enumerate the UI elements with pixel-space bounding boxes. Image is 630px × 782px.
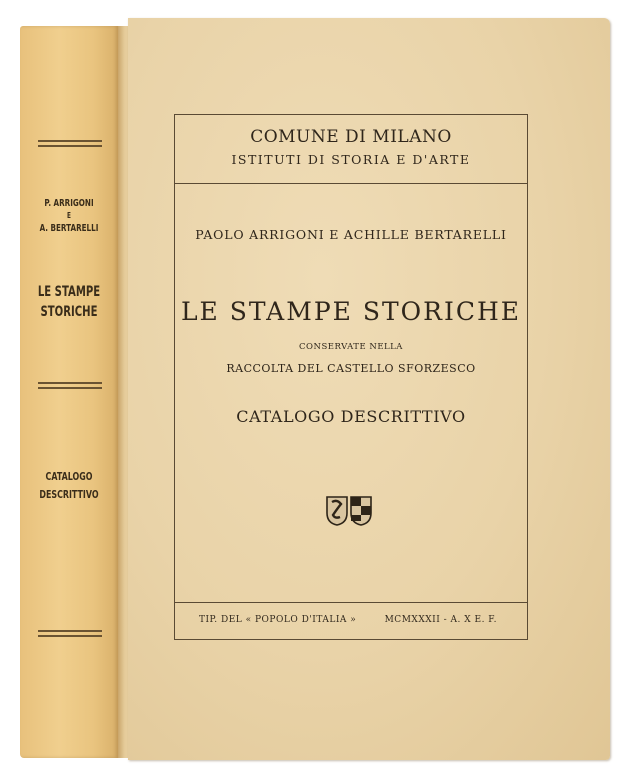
conserved-line: CONSERVATE NELLA xyxy=(299,342,403,352)
header-line-2: ISTITUTI DI STORIA E D'ARTE xyxy=(231,152,471,167)
date-line: MCMXXXII - A. X E. F. xyxy=(384,615,497,625)
authors-line: PAOLO ARRIGONI E ACHILLE BERTARELLI xyxy=(195,227,507,242)
spine-rule-top xyxy=(38,140,102,150)
cover-frame xyxy=(174,114,528,640)
footer-box xyxy=(175,602,527,639)
spine-subtitle-1: CATALOGO xyxy=(45,470,93,483)
collection-line: RACCOLTA DEL CASTELLO SFORZESCO xyxy=(226,362,476,375)
spine-rule-middle xyxy=(38,382,102,392)
subtitle-line: CATALOGO DESCRITTIVO xyxy=(236,407,466,426)
spine-author-1: P. ARRIGONI xyxy=(44,198,94,209)
coat-of-arms-emblem xyxy=(323,493,377,527)
book-spine xyxy=(20,26,118,758)
header-box xyxy=(175,115,527,184)
spine-subtitle-2: DESCRITTIVO xyxy=(39,488,99,501)
spine-rule-bottom xyxy=(38,630,102,640)
spine-title-1: LE STAMPE xyxy=(37,284,101,300)
printer-line: TIP. DEL « POPOLO D'ITALIA » xyxy=(199,615,357,625)
main-title: LE STAMPE STORICHE xyxy=(180,297,522,326)
spine-author-conj: E xyxy=(67,211,71,220)
book xyxy=(20,18,610,760)
spine-author-2: A. BERTARELLI xyxy=(39,223,99,234)
header-line-1: COMUNE DI MILANO xyxy=(250,127,452,147)
spine-title-2: STORICHE xyxy=(40,304,98,320)
